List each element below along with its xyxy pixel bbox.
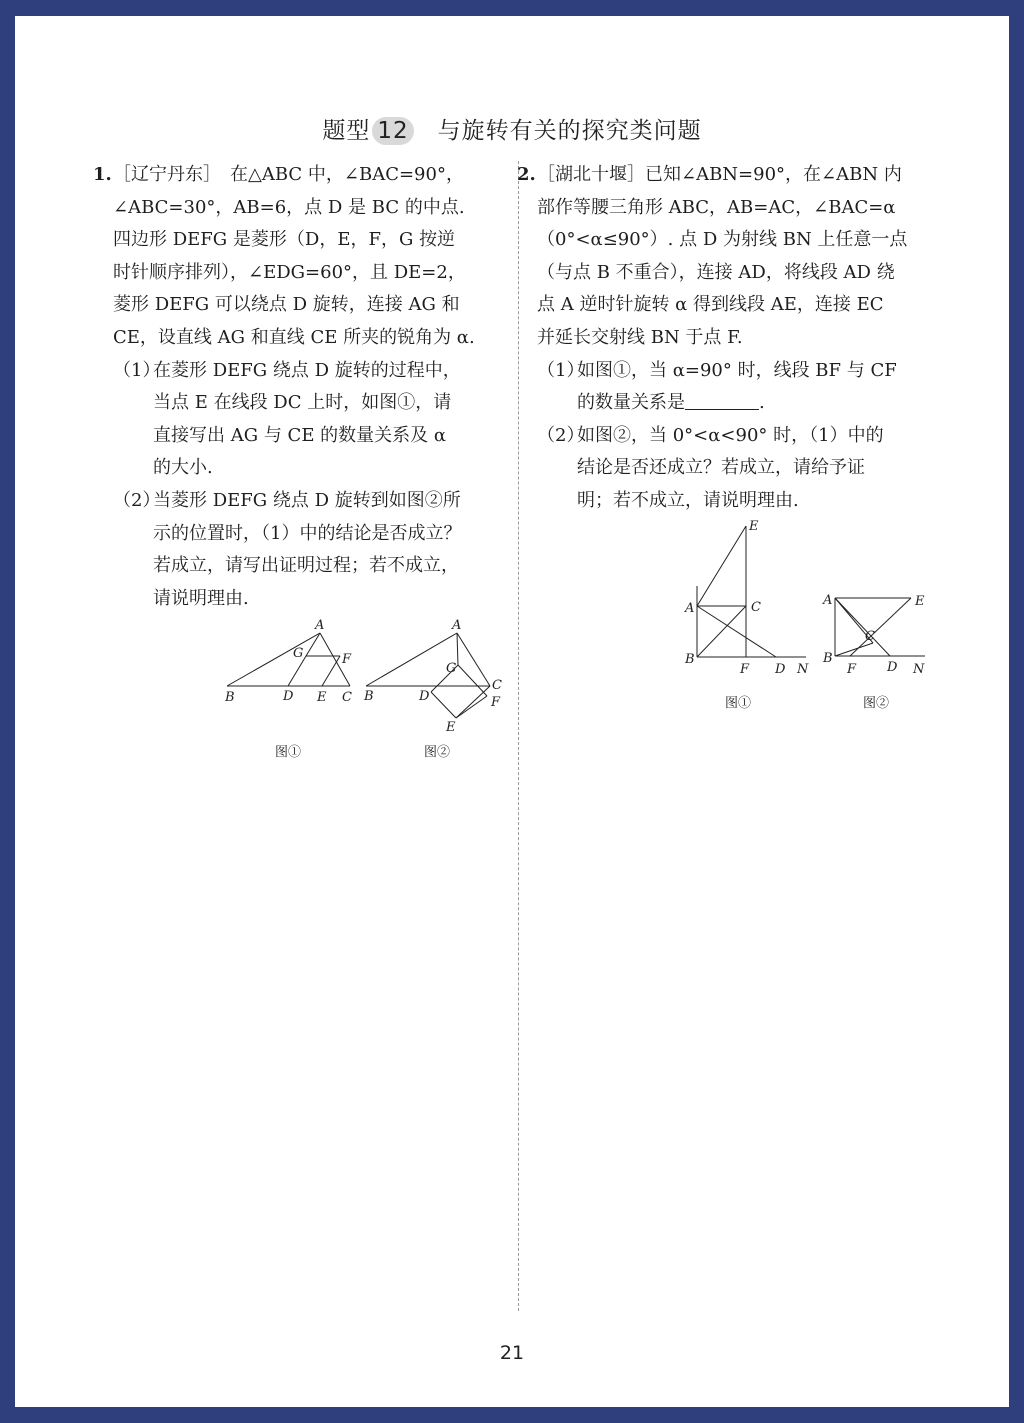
q2-figure-2 [815,516,935,716]
q2-part2-label: （2） [537,424,585,446]
caption: 图② [424,745,451,760]
label-A: A [685,601,695,616]
segment-FE [456,696,487,718]
label-E: E [317,690,327,705]
label-A: A [452,618,462,633]
segment-AC [457,633,490,686]
q2-part-2: （2）如图②，当 0°<α<90° 时，（1）中的 结论是否还成立？若成立，请给予证 明；若不成立，请说明理由. [537,420,929,518]
q1-line: 1.［辽宁丹东］ 在△ABC 中，∠BAC=90°， [113,159,503,192]
answer-blank[interactable] [685,391,759,410]
page [15,16,1009,1407]
label-G: G [446,661,457,676]
q2-line: 2.［湖北十堰］已知∠ABN=90°，在∠ABN 内 [537,159,929,192]
q2-line: （0°<α≤90°）. 点 D 为射线 BN 上任意一点 [537,229,908,251]
q2-line: 点 A 逆时针旋转 α 得到线段 AE，连接 EC [537,294,884,316]
q1-number: 1. [93,164,112,185]
segment-AB [227,633,320,686]
segment-FE [322,656,340,686]
q1-line: ∠ABC=30°，AB=6，点 D 是 BC 的中点. [113,196,465,218]
label-B: B [685,652,695,667]
label-D: D [775,662,786,677]
q1-part-1: （1）在菱形 DEFG 绕点 D 旋转的过程中， 当点 E 在线段 DC 上时，如图①，请 直接写出 AG 与 CE 的数量关系及 α 的大小. [113,355,503,485]
label-F: F [847,662,857,677]
label-D: D [419,689,430,704]
segment-BC [697,606,746,657]
label-D: D [887,660,898,675]
label-E: E [446,720,456,735]
q1-line: 四边形 DEFG 是菱形（D，E，F，G 按逆 [113,229,456,251]
section-title [15,112,1009,145]
caption: 图② [863,696,890,711]
label-D: D [283,689,294,704]
q2-line: （与点 B 不重合），连接 AD，将线段 AD 绕 [537,261,895,283]
question-2 [517,159,929,518]
column-divider [518,161,519,1311]
label-C: C [492,678,502,693]
label-E: E [915,594,925,609]
segment-EC [456,686,490,718]
q1-line: CE，设直线 AG 和直线 CE 所夹的锐角为 α. [113,326,475,348]
q2-figure-1 [677,516,827,716]
q2-line: 并延长交射线 BN 于点 F. [537,326,743,348]
q1-figure-1 [215,616,365,766]
label-N: N [913,662,925,677]
q1-line: 菱形 DEFG 可以绕点 D 旋转，连接 AG 和 [113,294,460,316]
label-B: B [225,690,235,705]
page-number: 21 [499,1342,525,1364]
q2-part1-label: （1） [537,359,585,381]
title-prefix: 题型 [322,118,371,144]
label-B: B [823,651,833,666]
q2-line: 部作等腰三角形 ABC，AB=AC，∠BAC=α [537,196,896,218]
q1-figure-2 [360,616,510,766]
label-G: G [293,646,304,661]
label-A: A [823,593,833,608]
q1-part2-label: （2） [113,489,161,511]
q1-line: 时针顺序排列），∠EDG=60°，且 DE=2， [113,261,466,283]
label-B: B [364,689,374,704]
q1-part1-label: （1） [113,359,161,381]
label-C: C [751,600,761,615]
segment-AB [366,633,457,686]
segment-AE [697,526,746,606]
title-text: 与旋转有关的探究类问题 [437,118,702,144]
label-F: F [342,652,352,667]
segment-GF [458,665,487,696]
segment-BC [835,643,873,656]
segment-AD [835,598,890,656]
caption: 图① [275,745,302,760]
segment-AG [457,633,458,665]
label-F: F [491,695,501,710]
label-E: E [749,519,759,534]
label-F: F [740,662,750,677]
q2-part-1: （1）如图①，当 α=90° 时，线段 BF 与 CF 的数量关系是 . [537,355,929,420]
q2-number: 2. [517,164,536,185]
segment-AD [697,606,776,657]
label-N: N [797,662,809,677]
question-1 [93,159,503,615]
q1-part-2: （2）当菱形 DEFG 绕点 D 旋转到如图②所 示的位置时，（1）中的结论是否成立？ 若成立，请写出证明过程；若不成立， 请说明理由. [113,485,503,615]
title-number-badge: 12 [372,117,413,145]
label-C: C [865,629,875,644]
caption: 图① [725,696,752,711]
label-A: A [315,618,325,633]
segment-ED [431,692,456,718]
label-C: C [342,690,352,705]
